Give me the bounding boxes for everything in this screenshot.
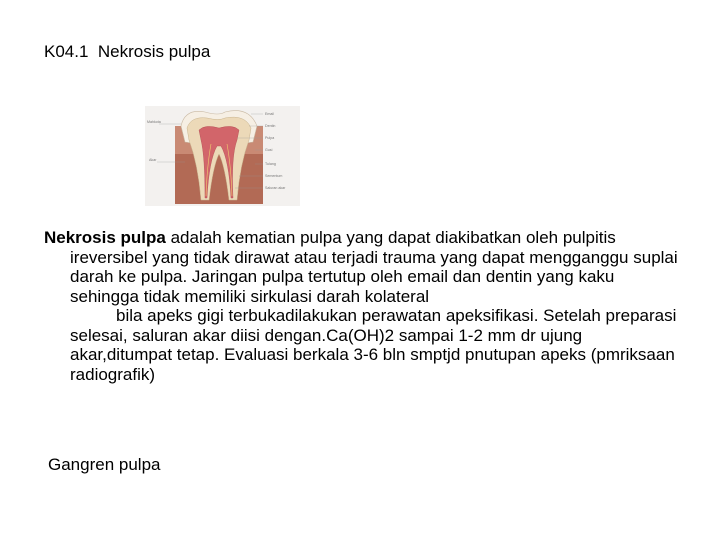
label-pulpa: Pulpa [265,136,275,140]
term-nekrosis-pulpa: Nekrosis pulpa [44,228,166,247]
main-content [44,228,684,384]
definition-paragraph [44,228,684,306]
tooth-illustration [145,106,300,206]
label-dentin: Dentin [265,124,276,128]
label-tulang: Tulang [265,162,276,166]
definition-text: adalah kematian pulpa yang dapat diakibatkan oleh pulpitis ireversibel yang tidak dirawat atau terjadi trauma yang dapat mengganggu suplai darah ke pulpa. Jaringan pulpa tertutup oleh email dan dentin yang kaku sehingga tidak memiliki sirkulasi darah kolateral [70,228,678,306]
label-sementum: Sementum [265,174,283,178]
tooth-anatomy-image [145,106,300,206]
label-mahkota: Mahkota [147,120,161,124]
label-email: Email [265,112,274,116]
label-saluran-akar: Saluran akar [265,186,286,190]
slide-title: K04.1 Nekrosis pulpa [44,42,211,61]
label-gusi: Gusi [265,148,273,152]
label-akar: Akar [149,158,157,162]
gangren-heading: Gangren pulpa [48,455,161,474]
treatment-paragraph: bila apeks gigi terbukadilakukan perawatan apeksifikasi. Setelah preparasi selesai, saluran akar diisi dengan.Ca(OH)2 sampai 1-2 mm dr ujung akar,ditumpat tetap. Evaluasi berkala 3-6 bln smptjd pnutupan apeks (pmriksaan radiografik) [70,306,677,384]
